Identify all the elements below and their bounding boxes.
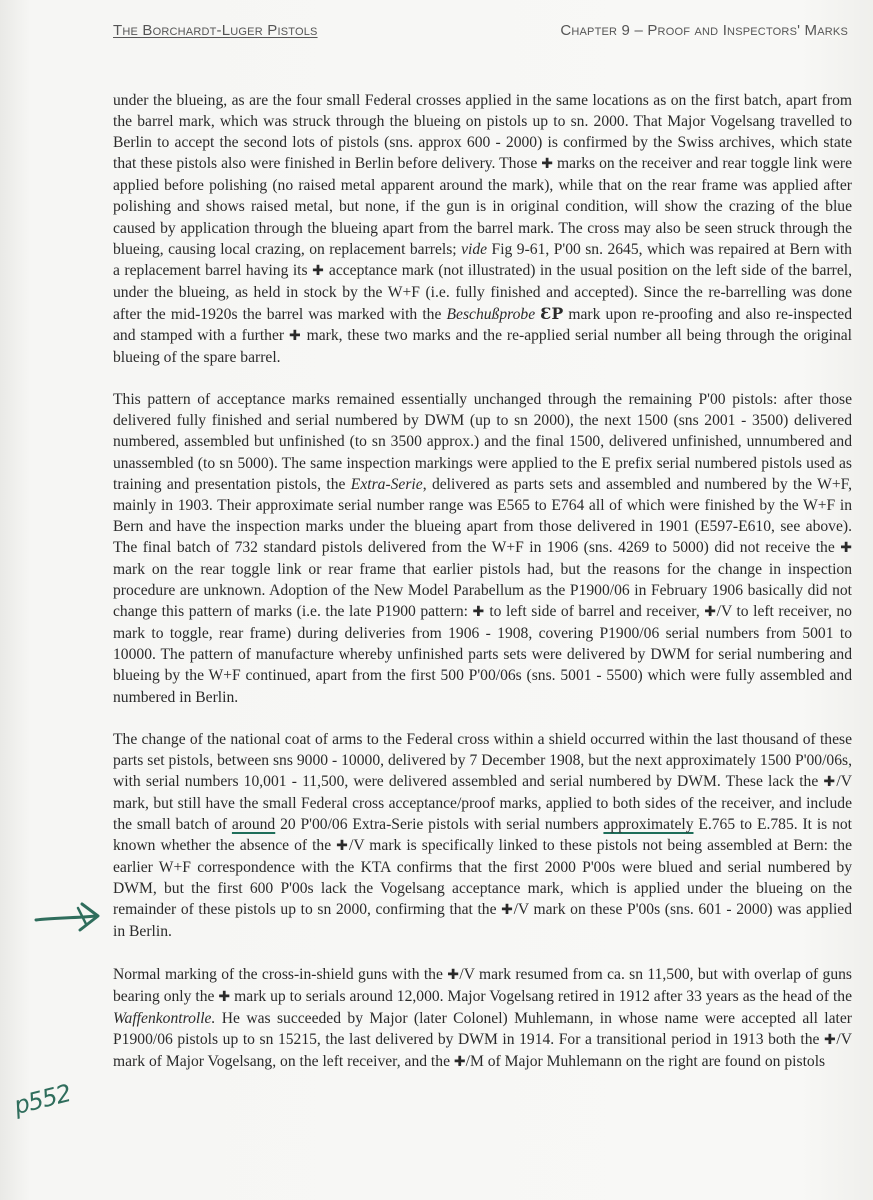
cross-mark-icon: ✚	[288, 328, 302, 345]
cross-mark-icon: ✚	[453, 1053, 466, 1070]
text-run: marks on the receiver and rear toggle link were applied before polishing (no raised metal apparent around the mark), while that on the rear frame was applied after polishing and shows raised metal, but none, if the gun is in original condition, will show the crazing of the blue caused by application through the blueing apart from the barrel mark. The cross may also be seen struck through the blueing, causing local crazing, on replacement barrels;	[113, 155, 852, 258]
text-run: /V mark resumed from ca. sn 11,500, but with overlap of guns bearing only the	[113, 965, 853, 1005]
handwritten-page-note: p552	[11, 1079, 74, 1120]
italic-term: Extra-Serie	[350, 475, 423, 493]
text-run: mark, these two marks and the re-applied serial number all being through the original blueing of the spare barrel.	[113, 327, 852, 367]
cross-mark-icon: ✚	[840, 539, 852, 556]
paragraph-3	[113, 729, 852, 943]
text-run: /V mark of Major Vogelsang, on the left receiver, and the	[113, 1030, 852, 1070]
text-run: He was succeeded by Major (later Colonel) Muhlemann, in whose name were accepted all later P1900/06 pistols up to sn 15215, the last delivered by DWM in 1914. For a transitional period in 1913 both the	[113, 1009, 852, 1048]
cross-mark-icon: ✚	[312, 262, 325, 279]
text-run: to left side of barrel and receiver,	[484, 603, 705, 621]
text-run: Fig 9-61, P'00 sn. 2645, which was repaired at Bern with a replacement barrel having its	[113, 240, 852, 279]
cross-mark-icon: ✚	[824, 1031, 837, 1048]
text-run: mark on the rear toggle link or rear frame that earlier pistols had, but the reasons for the change in inspection procedure are unknown. Adoption of the New Model Parabellum as the P1900/06 in February 1906 basically did not change this pattern of marks (i.e. the late P1900 pattern:	[113, 560, 852, 621]
text-run: Normal marking of the cross-in-shield guns with the	[113, 965, 448, 983]
paragraph-4	[113, 964, 852, 1073]
text-run: 20 P'00/06 Extra-Serie pistols with serial numbers	[275, 816, 604, 833]
italic-term: Waffenkontrolle.	[113, 1009, 216, 1027]
text-run: /M of Major Muhlemann on the right are found on pistols	[465, 1052, 826, 1070]
text-run: /V mark on these P'00s (sns. 601 - 2000) was applied in Berlin.	[113, 901, 852, 941]
text-run: acceptance mark (not illustrated) in the usual position on the left side of the barrel, under the blueing, as held in stock by the W+F (i.e. fully finished and accepted). Since the re-barrelling was done after the mid-1920s the barrel was marked with the	[113, 261, 852, 323]
cross-mark-icon: ✚	[704, 604, 717, 621]
cross-mark-icon: ✚	[541, 156, 554, 173]
italic-term: Beschußprobe	[446, 305, 536, 323]
cross-mark-icon: ✚	[447, 966, 460, 983]
body-text	[113, 90, 852, 1094]
text-run: /V mark, but still have the small Federal cross acceptance/proof marks, applied to both sides of the receiver, and include the small batch of	[113, 772, 852, 833]
text-run: under the blueing, as are the four small Federal crosses applied in the same locations as on the first batch, apart from the barrel mark, which was struck through the blueing on pistols up to sn. 2000. That Major Vogelsang travelled to Berlin to accept the second lots of pistols (sns. approx 600 - 2000) is confirmed by the Swiss archives, which state that these pistols also were finished in Berlin before delivery. Those	[113, 92, 852, 173]
text-run: , delivered as parts sets and assembled and numbered by the W+F, mainly in 1903. Their approximate serial number range was E565 to E764 all of which were finished by the W+F in Bern and have the inspection marks under the blueing apart from those delivered in 1901 (E597-E610, see above). The final batch of 732 standard pistols delivered from the W+F in 1906 (sns. 4269 to 5000) did not receive the	[113, 475, 852, 556]
cross-mark-icon: ✚	[218, 988, 231, 1005]
cross-mark-icon: ✚	[823, 773, 837, 790]
handwritten-underline: approximately	[603, 816, 694, 833]
text-run: E.765 to E.785. It is not known whether the absence of the	[113, 816, 852, 855]
handwritten-underline: around	[231, 816, 276, 833]
paragraph-1	[113, 90, 852, 368]
chapter-title: Chapter 9 – Proof and Inspectors' Marks	[560, 22, 848, 39]
text-run: This pattern of acceptance marks remained essentially unchanged through the remaining P'00 pistols: after those delivered fully finished and serial numbered by DWM (up to sn 2000), the next 1500 (sns 2001 - 3500) delivered numbered, assembled but unfinished (to sn 3500 approx.) and the final 1500, delivered unfinished, unnumbered and unassembled (to sn 5000). The same inspection markings were applied to the E prefix serial numbered pistols used as training and presentation pistols, the	[113, 391, 852, 493]
text-run: /V to left receiver, no mark to toggle, rear frame) during deliveries from 1906 - 1908, covering P1900/06 serial numbers from 5001 to 10000. The pattern of manufacture whereby unfinished parts sets were delivered by DWM for serial numbering and blueing by the W+F continued, apart from the first 500 P'00/06s (sns. 5001 - 5500) which were fully assembled and numbered in Berlin.	[113, 603, 852, 706]
cross-mark-icon: ✚	[501, 902, 514, 919]
paragraph-2	[113, 389, 852, 707]
book-title: The Borchardt-Luger Pistols	[113, 22, 318, 39]
text-run: /V mark is specifically linked to these pistols not being assembled at Bern: the earlier W+F correspondence with the KTA confirms that the first 2000 P'00s were blued and serial numbered by DWM, but the first 600 P'00s lack the Vogelsang acceptance mark, which is applied under the blueing on the remainder of these pistols up to sn 2000, confirming that the	[113, 837, 852, 919]
running-header	[113, 22, 848, 46]
cross-mark-icon: ✚	[472, 604, 485, 621]
handwritten-arrow-icon	[34, 898, 104, 938]
cross-mark-icon: ✚	[336, 838, 349, 855]
text-run: The change of the national coat of arms to the Federal cross within a shield occurred within the last thousand of these parts set pistols, between sns 9000 - 10000, delivered by 7 December 1908, but the next approximately 1500 P'00/06s, with serial numbers 10,001 - 11,500, were delivered assembled and serial numbered by DWM. These lack the	[113, 730, 852, 790]
proof-mark-icon: ƐP	[540, 303, 564, 323]
italic-term: vide	[461, 240, 488, 258]
text-run: mark up to serials around 12,000. Major Vogelsang retired in 1912 after 33 years as the head of the	[230, 987, 853, 1005]
text-run: mark upon re-proofing and also re-inspected and stamped with a further	[113, 305, 852, 345]
